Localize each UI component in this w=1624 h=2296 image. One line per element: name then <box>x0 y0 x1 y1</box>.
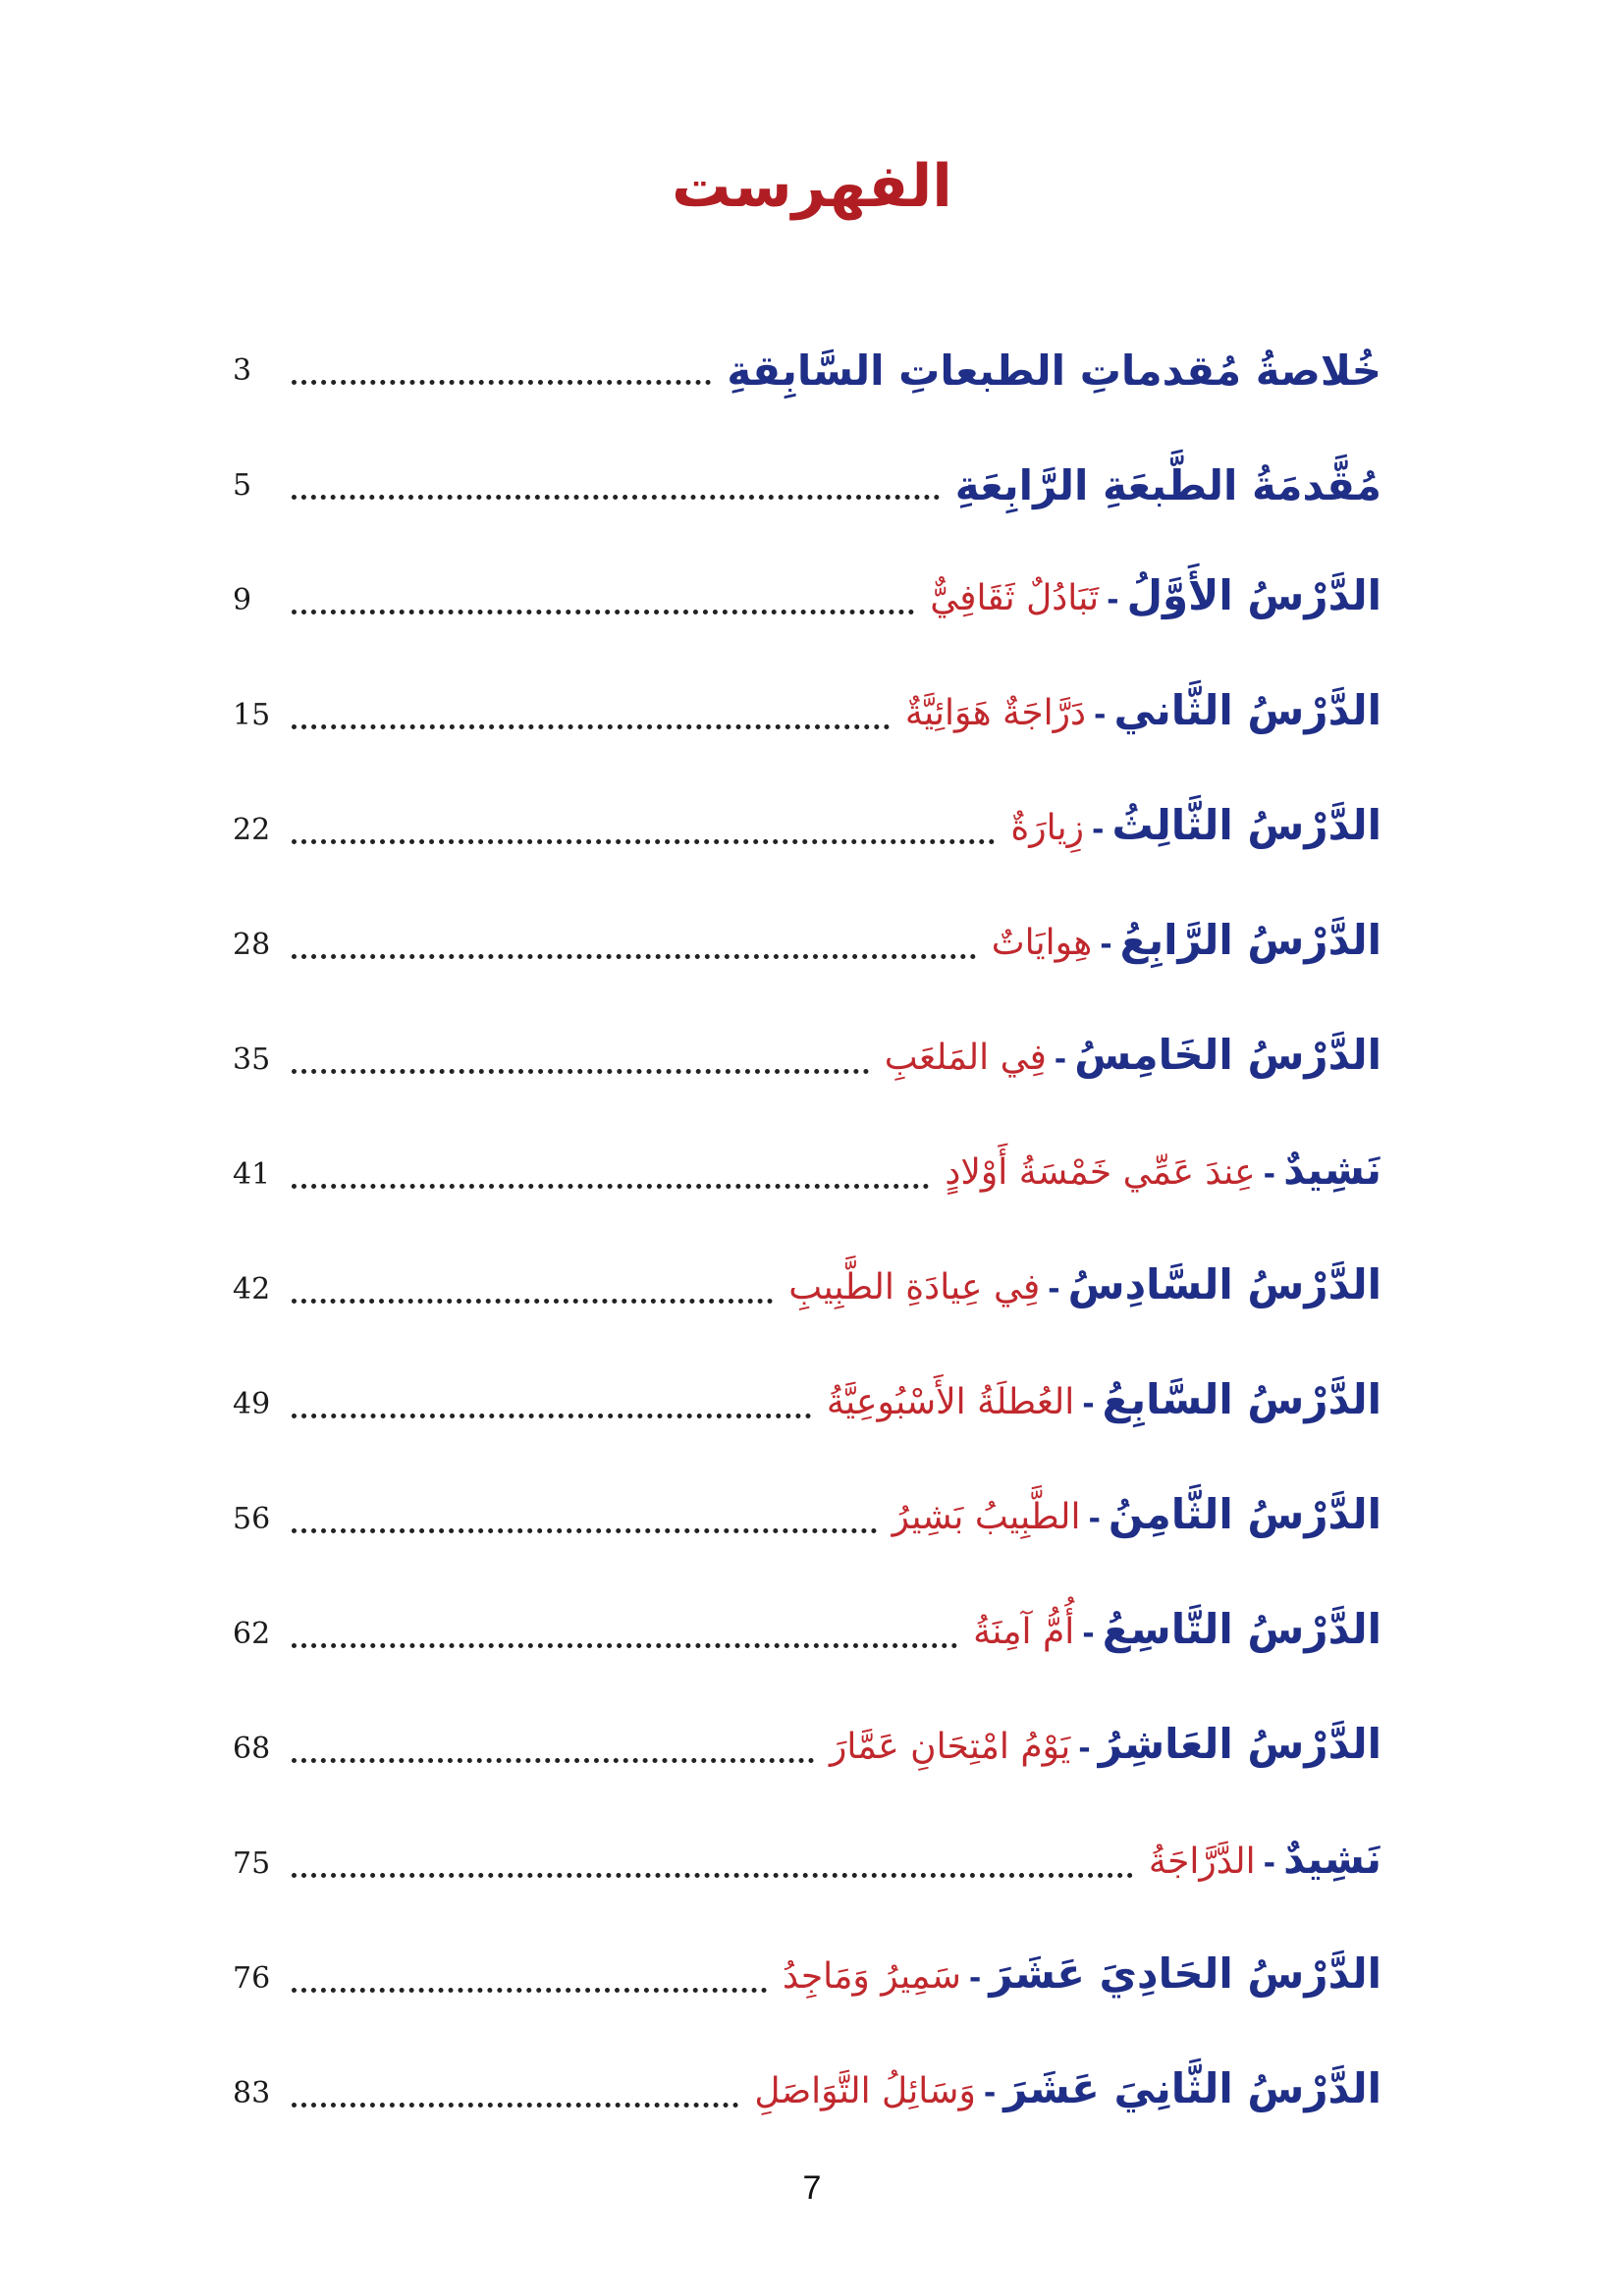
toc-entry-subtitle: عِندَ عَمِّي خَمْسَةُ أَوْلادٍ <box>945 1152 1256 1193</box>
toc-entry[interactable] <box>233 324 1381 402</box>
toc-page-number: 3 <box>233 353 252 388</box>
toc-entry-subtitle: الدَّرَّاجَةُ <box>1148 1842 1256 1882</box>
toc-entry-title <box>754 2057 1381 2125</box>
toc-separator: - <box>1107 583 1119 617</box>
toc-separator: - <box>1100 928 1112 962</box>
toc-entry[interactable] <box>233 1358 1381 1436</box>
toc-separator: - <box>968 1961 982 1996</box>
toc-entry-name: الدَّرْسُ الثَّاني <box>1113 686 1381 734</box>
toc-entry-name: نَشِيدٌ <box>1283 1835 1381 1883</box>
toc-page-number: 22 <box>233 813 271 847</box>
toc-entry-name: نَشِيدٌ <box>1283 1146 1381 1194</box>
toc-entry-name: الدَّرْسُ التَّاسِعُ <box>1102 1605 1381 1653</box>
toc-entry-name: الدَّرْسُ الرَّابِعُ <box>1119 916 1381 964</box>
toc-entry-title <box>827 1368 1381 1436</box>
dot-leader <box>292 610 914 614</box>
dot-leader <box>292 1069 869 1074</box>
toc-entry[interactable] <box>233 1932 1381 2010</box>
toc-entry[interactable] <box>233 1587 1381 1666</box>
toc-entry-subtitle: العُطلَةُ الأَسْبُوعِيَّةُ <box>826 1382 1075 1422</box>
toc-page-number: 49 <box>233 1387 271 1421</box>
toc-separator: - <box>1263 1157 1276 1192</box>
toc-entry[interactable] <box>233 783 1381 862</box>
toc-page-number: 75 <box>233 1846 271 1881</box>
toc-page-number: 41 <box>233 1157 271 1192</box>
toc-entry-subtitle: تَبَادُلٌ ثَقَافِيٌّ <box>930 578 1100 618</box>
toc-entry-subtitle: فِي عِيادَةِ الطَّبِيبِ <box>788 1267 1041 1308</box>
dot-leader <box>292 1299 773 1304</box>
dot-leader <box>292 1414 811 1418</box>
toc-entry-name: الدَّرْسُ الثَّانِيَ عَشَرَ <box>1003 2064 1381 2112</box>
toc-separator: - <box>1082 1617 1095 1651</box>
toc-entry-subtitle: يَوْمُ امْتِحَانِ عَمَّارَ <box>830 1727 1071 1767</box>
toc-entry-title <box>830 1713 1381 1781</box>
toc-separator: - <box>1094 698 1107 732</box>
toc-separator: - <box>1263 1846 1276 1881</box>
toc-entry-name: مُقَّدمَةُ الطَّبعَةِ الرَّابِعَةِ <box>954 461 1381 509</box>
dot-leader <box>292 1758 814 1763</box>
toc-entry-title <box>893 1483 1381 1551</box>
dot-leader <box>292 495 940 500</box>
toc-entry-subtitle: سَمِيرُ وَمَاجِدُ <box>782 1956 961 1997</box>
table-of-contents <box>233 324 1381 2169</box>
toc-entry[interactable] <box>233 1243 1381 1321</box>
dot-leader <box>292 2103 738 2108</box>
toc-entry[interactable] <box>233 439 1381 517</box>
toc-page-number: 83 <box>233 2076 271 2110</box>
toc-entry-subtitle: أُمُّ آمِنَةُ <box>973 1612 1075 1652</box>
toc-entry-title <box>973 1598 1381 1666</box>
toc-entry-name: الدَّرْسُ الأَوَّلُ <box>1126 571 1381 619</box>
toc-page-number: 28 <box>233 928 271 962</box>
toc-entry-title <box>930 564 1381 632</box>
toc-entry-name: الدَّرْسُ السَّابِعُ <box>1102 1375 1381 1423</box>
toc-entry-subtitle: وَسَائِلُ التَّوَاصَلِ <box>754 2071 976 2111</box>
toc-entry-subtitle: فِي المَلعَبِ <box>884 1038 1047 1078</box>
toc-entry-title <box>905 679 1381 747</box>
toc-entry[interactable] <box>233 898 1381 977</box>
page-number: 7 <box>802 2169 822 2207</box>
toc-separator: - <box>1048 1272 1060 1307</box>
toc-page-number: 42 <box>233 1272 271 1307</box>
toc-entry-title <box>945 1139 1381 1206</box>
toc-separator: - <box>983 2076 997 2110</box>
toc-entry[interactable] <box>233 554 1381 632</box>
toc-separator: - <box>1092 813 1105 847</box>
toc-entry-subtitle: الطَّبِيبُ بَشِيرُ <box>892 1497 1081 1537</box>
toc-entry-name: الدَّرْسُ السَّادِسُ <box>1067 1260 1381 1308</box>
toc-page-number: 76 <box>233 1961 271 1996</box>
toc-entry[interactable] <box>233 2047 1381 2125</box>
dot-leader <box>292 1873 1133 1878</box>
dot-leader <box>292 1643 957 1648</box>
toc-page-number: 62 <box>233 1617 271 1651</box>
dot-leader <box>292 724 890 729</box>
toc-entry-title <box>992 909 1381 977</box>
dot-leader <box>292 1528 877 1533</box>
toc-entry-name: الدَّرْسُ الحَادِيَ عَشَرَ <box>989 1949 1381 1998</box>
toc-entry-name: الدَّرْسُ الخَامِسُ <box>1074 1031 1381 1079</box>
toc-page-number: 5 <box>233 468 252 503</box>
toc-entry-name: الدَّرْسُ العَاشِرُ <box>1098 1720 1381 1768</box>
toc-entry-subtitle: دَرَّاجَةٌ هَوَائِيَّةٌ <box>904 693 1087 733</box>
toc-entry[interactable] <box>233 1817 1381 1896</box>
toc-entry-title <box>1149 1828 1381 1896</box>
toc-entry-name: الدَّرْسُ الثَّالِثُ <box>1111 801 1381 849</box>
toc-entry-title <box>788 1254 1381 1321</box>
toc-separator: - <box>1088 1502 1101 1536</box>
toc-separator: - <box>1082 1387 1095 1421</box>
toc-page-number: 68 <box>233 1732 271 1766</box>
dot-leader <box>292 1988 767 1993</box>
toc-entry[interactable] <box>233 1128 1381 1206</box>
toc-entry-subtitle: زِيارَةٌ <box>1010 808 1085 848</box>
toc-entry-title <box>885 1024 1381 1092</box>
toc-entry-title <box>727 340 1381 402</box>
dot-leader <box>292 839 995 844</box>
toc-entry[interactable] <box>233 1702 1381 1781</box>
toc-entry[interactable] <box>233 1013 1381 1092</box>
toc-separator: - <box>1054 1042 1067 1077</box>
toc-entry-title <box>1010 794 1381 862</box>
toc-entry-subtitle: هِوايَاتٌ <box>991 923 1093 963</box>
toc-page-number: 15 <box>233 698 271 732</box>
toc-entry-title <box>955 454 1381 517</box>
toc-page-number: 35 <box>233 1042 271 1077</box>
toc-page-number: 56 <box>233 1502 271 1536</box>
toc-entry-name: الدَّرْسُ الثَّامِنُ <box>1108 1490 1381 1538</box>
dot-leader <box>292 954 976 959</box>
toc-page-number: 9 <box>233 583 252 617</box>
dot-leader <box>292 380 711 385</box>
toc-separator: - <box>1078 1732 1091 1766</box>
toc-entry[interactable] <box>233 668 1381 747</box>
toc-entry-name: خُلاصةُ مُقدماتِ الطبعاتِ السَّابِقةِ <box>727 347 1381 395</box>
dot-leader <box>292 1184 929 1189</box>
toc-entry[interactable] <box>233 1472 1381 1551</box>
page-title: الفهرست <box>672 152 952 221</box>
toc-entry-title <box>783 1943 1381 2010</box>
